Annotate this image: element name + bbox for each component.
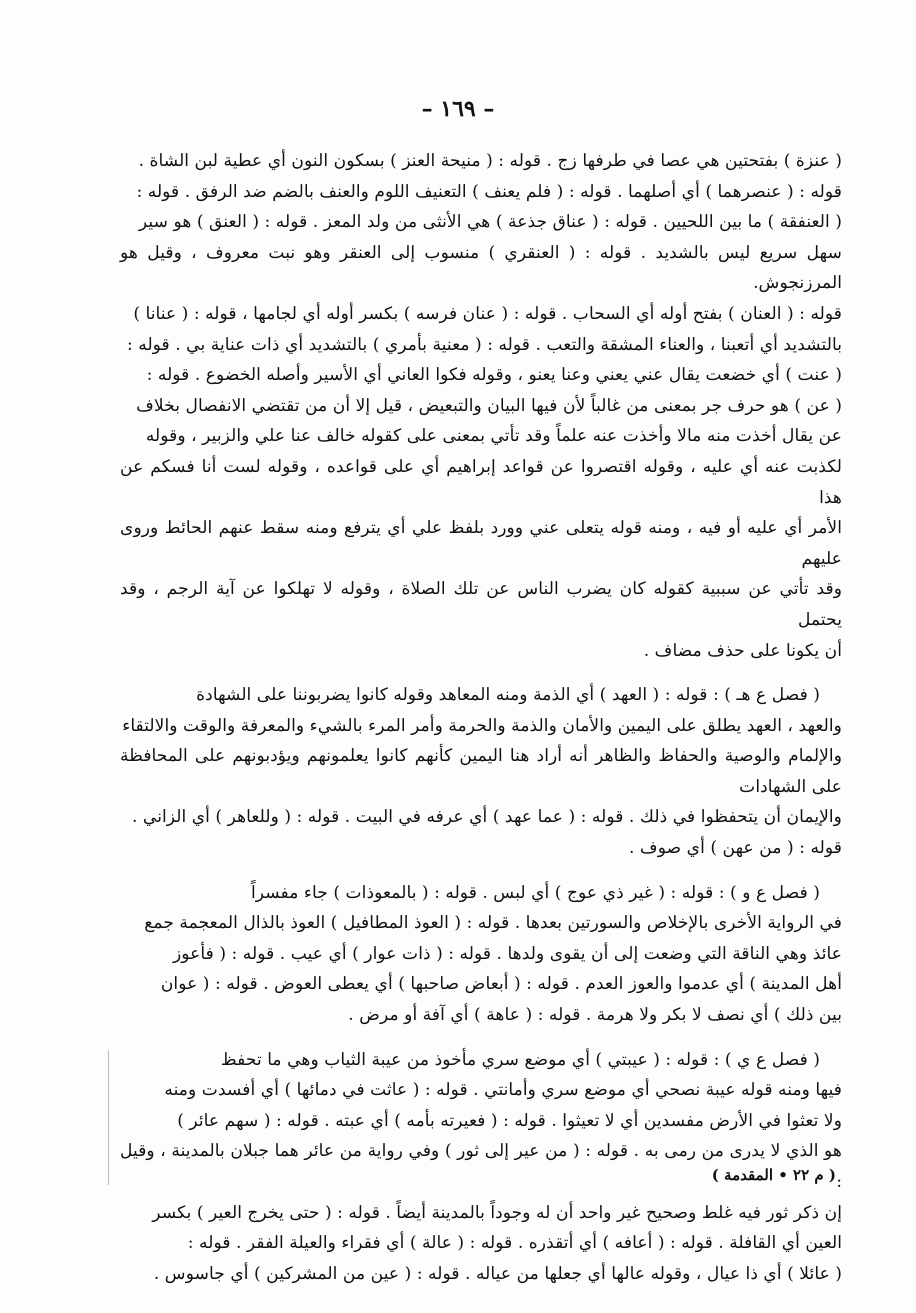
text-line: أهل المدينة ) أي عدموا والعوز العدم . قوله : ( أبعاض صاحبها ) أي يعطى العوض . قوله : ( عوان bbox=[160, 974, 842, 995]
text-line: في الرواية الأخرى بالإخلاص والسورتين بعدها . قوله : ( العوذ المطافيل ) العوذ بالذال المعجمة جمع bbox=[144, 913, 842, 934]
page-number: – ١٦٩ – bbox=[421, 96, 495, 122]
text-line: قوله : ( العنان ) بفتح أوله أي السحاب . قوله : ( عنان فرسه ) بكسر أوله أي لجامها ، قوله : ( عنانا ) bbox=[133, 303, 842, 324]
text-line: أن يكونا على حذف مضاف . bbox=[643, 640, 842, 661]
section-heading-line: ( فصل ع ي ) : قوله : ( عيبتي ) أي موضع سري مأخوذ من عيبة الثياب وهي ما تحفظ bbox=[220, 1049, 820, 1070]
text-line: ( عنت ) أي خضعت يقال عني يعني وعنا يعنو ، وقوله فكوا العاني أي الأسير وأصله الخضوع . قوله : bbox=[146, 365, 842, 386]
text-line: ( عائلا ) أي ذا عيال ، وقوله عالها أي جعلها من عياله . قوله : ( عين من المشركين ) أي جاسوس . bbox=[153, 1263, 842, 1284]
section-heading-line: ( فصل ع و ) : قوله : ( غير ذي عوج ) أي لبس . قوله : ( بالمعوذات ) جاء مفسراً bbox=[250, 882, 820, 903]
text-line: بالتشديد أي أتعبنا ، والعناء المشقة والتعب . قوله : ( معنية بأمري ) بالتشديد أي ذات عناية بي . قوله : bbox=[126, 334, 842, 355]
text-line: الأمر أي عليه أو فيه ، ومنه قوله يتعلى عني وورد بلفظ علي أي يترفع ومنه سقط عنهم الحائط وروى عليهم bbox=[120, 518, 842, 569]
section-ayn-ha bbox=[120, 680, 842, 864]
section-ayn-waw bbox=[120, 878, 842, 1031]
text-line: ( العنفقة ) ما بين اللحيين . قوله : ( عناق جذعة ) هي الأنثى من ولد المعز . قوله : ( العنق ) هو سير bbox=[138, 212, 842, 233]
page-body bbox=[120, 146, 842, 1289]
text-line: قوله : ( من عهن ) أي صوف . bbox=[629, 838, 842, 859]
margin-rule bbox=[108, 1050, 109, 1185]
page-footer bbox=[120, 1166, 842, 1184]
text-line: والعهد ، العهد يطلق على اليمين والأمان والذمة والحرمة وأمر المرء بالشيء والمعرفة والوقت والالتقاء bbox=[122, 715, 842, 736]
text-line: ( عن ) هو حرف جر بمعنى من غالباً لأن فيها البيان والتبعيض ، قيل إلا أن من تقتضي الانفصال بخلاف bbox=[136, 395, 842, 416]
text-line: قوله : ( عنصرهما ) أي أصلهما . قوله : ( فلم يعنف ) التعنيف اللوم والعنف بالضم ضد الرفق . قوله : bbox=[136, 181, 842, 202]
text-line: عن يقال أخذت منه مالا وأخذت عنه علماً وقد تأتي بمعنى على كقوله خالف عنا علي والزبير ، وقوله bbox=[145, 426, 842, 447]
signature-mark: ( م ٢٢ • المقدمة ) bbox=[711, 1166, 836, 1184]
text-line: بين ذلك ) أي نصف لا بكر ولا هرمة . قوله : ( عاهة ) أي آفة أو مرض . bbox=[348, 1005, 842, 1026]
text-line: ( عنزة ) بفتحتين هي عصا في طرفها زج . قوله : ( منيحة العنز ) بسكون النون أي عطية لبن الشاة . bbox=[138, 151, 842, 171]
text-line: العين أي القافلة . قوله : ( أعافه ) أي أتقذره . قوله : ( عالة ) أي فقراء والعيلة الفقر . قوله : bbox=[187, 1233, 842, 1254]
text-line: والإيمان أن يتحفظوا في ذلك . قوله : ( عما عهد ) أي عرفه في البيت . قوله : ( وللعاهر ) أي الزاني . bbox=[131, 807, 842, 828]
text-line: هو الذي لا يدرى من رمى به . قوله : ( من عير إلى ثور ) وفي رواية من عائر هما جبلان بالمدينة ، وقيل : bbox=[120, 1141, 842, 1192]
text-line: عائذ وهي الناقة التي وضعت إلى أن يقوى ولدها . قوله : ( ذات عوار ) أي عيب . قوله : ( فأعوز bbox=[172, 943, 842, 964]
section-ayn-nun bbox=[120, 146, 842, 666]
text-line: فيها ومنه قوله عيبة نصحي أي موضع سري وأمانتي . قوله : ( عاثت في دمائها ) أي أفسدت ومنه bbox=[164, 1080, 842, 1101]
text-line: وقد تأتي عن سببية كقوله كان يضرب الناس عن تلك الصلاة ، وقوله لا تهلكوا عن آية الرجم ، وقد يحتمل bbox=[120, 579, 842, 630]
text-line: سهل سريع ليس بالشديد . قوله : ( العنقري ) منسوب إلى العنقر وهو نبت معروف ، وقيل هو المرزنجوش. bbox=[120, 242, 842, 294]
text-line: إن ذكر ثور فيه غلط وصحيح غير واحد أن له وجوداً بالمدينة أيضاً . قوله : ( حتى يخرج العير ) بكسر bbox=[152, 1202, 842, 1223]
section-heading-line: ( فصل ع هـ ) : قوله : ( العهد ) أي الذمة ومنه المعاهد وقوله كانوا يضربوننا على الشهادة bbox=[196, 685, 820, 706]
text-line: والإلمام والوصية والحفاظ والظاهر أنه أراد هنا اليمين كأنهم كانوا يعلمونهم ويؤدبونهم على المحافظة على الشهادات bbox=[120, 746, 843, 797]
text-line: ولا تعثوا في الأرض مفسدين أي لا تعيثوا . قوله : ( فعيرته بأمه ) أي عبته . قوله : ( سهم عائر ) bbox=[177, 1110, 842, 1131]
text-line: لكذبت عنه أي عليه ، وقوله اقتصروا عن قواعد إبراهيم أي على قواعده ، وقوله لست أنا فسكم عن هذا bbox=[120, 456, 842, 508]
